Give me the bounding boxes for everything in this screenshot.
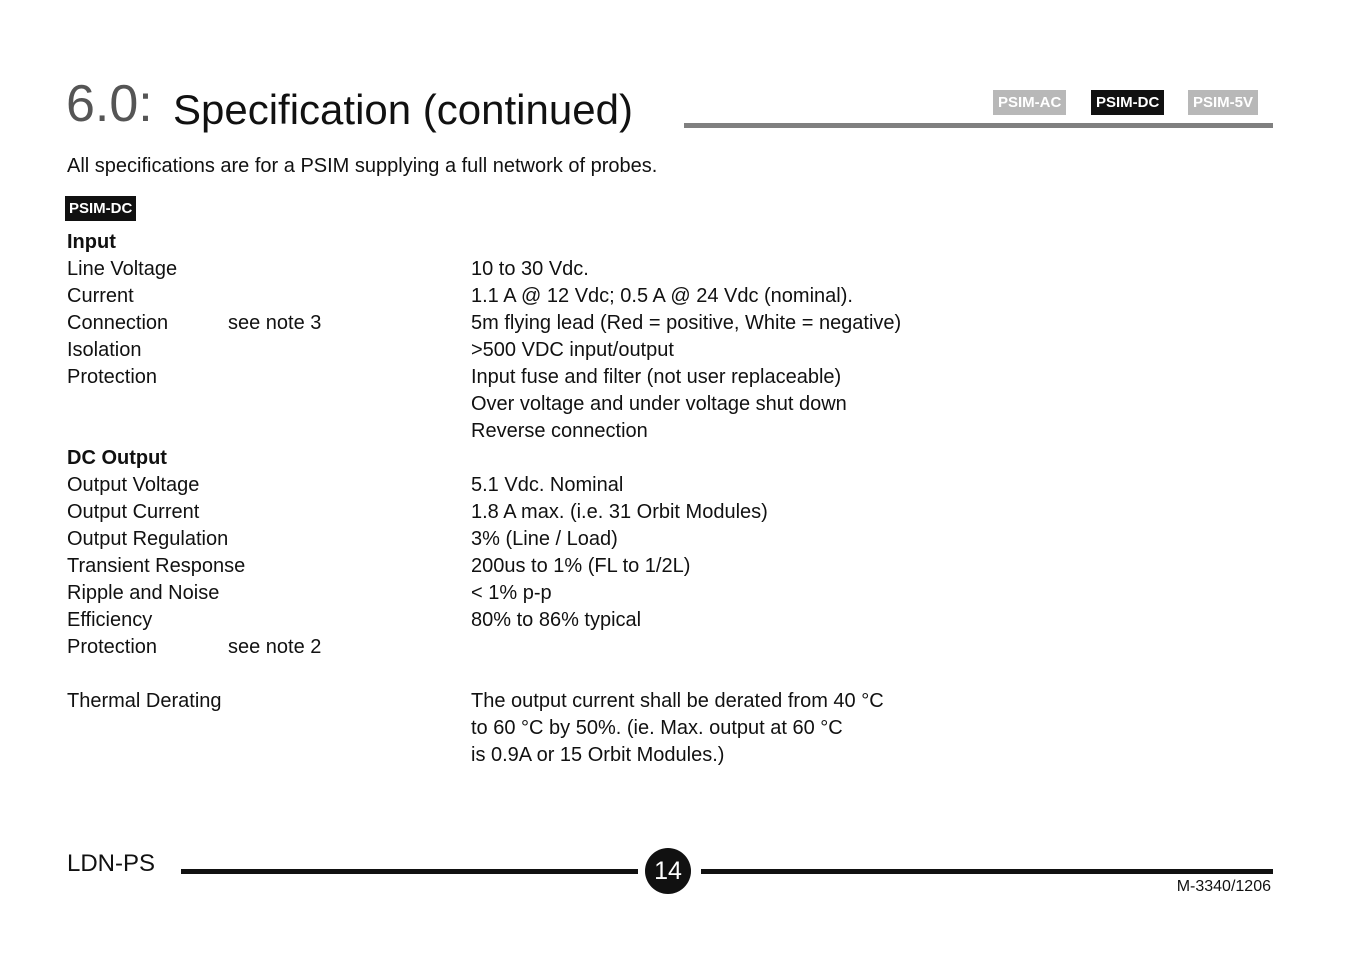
spec-value: 80% to 86% typical	[471, 609, 642, 631]
spec-row	[67, 715, 1067, 742]
spec-label: Current	[67, 285, 134, 307]
spec-row	[67, 607, 1067, 634]
spec-row	[67, 472, 1067, 499]
spacer	[67, 661, 1067, 688]
tab-psim-dc: PSIM-DC	[1091, 90, 1164, 115]
spec-label: Line Voltage	[67, 258, 178, 280]
spec-label: Transient Response	[67, 555, 246, 577]
spec-value: The output current shall be derated from 40 °C	[471, 690, 884, 712]
spec-row	[67, 391, 1067, 418]
spec-value: 3% (Line / Load)	[471, 528, 618, 550]
spec-label: Ripple and Noise	[67, 582, 220, 604]
page-header	[66, 74, 1274, 134]
spec-value: < 1% p-p	[471, 582, 552, 604]
document-number: M-3340/1206	[1176, 878, 1271, 895]
tab-psim-5v: PSIM-5V	[1188, 90, 1258, 115]
spec-value: Over voltage and under voltage shut down	[471, 393, 847, 415]
spec-label: Efficiency	[67, 609, 153, 631]
spec-row	[67, 310, 1067, 337]
spec-value: >500 VDC input/output	[471, 339, 674, 361]
spec-row	[67, 256, 1067, 283]
spec-value: 1.8 A max. (i.e. 31 Orbit Modules)	[471, 501, 768, 523]
spec-row	[67, 553, 1067, 580]
product-name: LDN-PS	[67, 850, 156, 877]
spec-label: Isolation	[67, 339, 142, 361]
title-underline	[684, 123, 1273, 128]
spec-label: Output Current	[67, 501, 200, 523]
spec-note: see note 2	[228, 636, 322, 658]
spec-value: 200us to 1% (FL to 1/2L)	[471, 555, 691, 577]
spec-label: Output Regulation	[67, 528, 229, 550]
spec-value: Input fuse and filter (not user replaceable)	[471, 366, 842, 388]
model-badge: PSIM-DC	[65, 196, 136, 221]
spec-value: 1.1 A @ 12 Vdc; 0.5 A @ 24 Vdc (nominal).	[471, 285, 853, 307]
spec-label: Connection	[67, 312, 169, 334]
spec-row	[67, 634, 1067, 661]
spec-row	[67, 364, 1067, 391]
spec-label: Thermal Derating	[67, 690, 222, 712]
spec-row	[67, 580, 1067, 607]
page-title: Specification (continued)	[173, 86, 633, 133]
output-heading: DC Output	[67, 447, 167, 469]
footer-rule-left	[181, 869, 638, 874]
spec-value: Reverse connection	[471, 420, 648, 442]
spec-row	[67, 499, 1067, 526]
spec-value: is 0.9A or 15 Orbit Modules.)	[471, 744, 725, 766]
spec-row	[67, 688, 1067, 715]
spec-value: to 60 °C by 50%. (ie. Max. output at 60 °C	[471, 717, 843, 739]
spec-row	[67, 283, 1067, 310]
page-number: 14	[645, 848, 691, 894]
spec-label: Protection	[67, 366, 158, 388]
intro-text: All specifications are for a PSIM supplying a full network of probes.	[67, 155, 658, 177]
spec-row	[67, 742, 1067, 769]
spec-label: Output Voltage	[67, 474, 200, 496]
spec-row	[67, 418, 1067, 445]
section-number: 6.0:	[66, 75, 153, 133]
spec-label: Protection	[67, 636, 158, 658]
spec-value: 5.1 Vdc. Nominal	[471, 474, 624, 496]
spec-value: 5m flying lead (Red = positive, White = negative)	[471, 312, 902, 334]
footer-rule-right	[701, 869, 1273, 874]
spec-row	[67, 526, 1067, 553]
spec-table	[67, 229, 1067, 769]
spec-note: see note 3	[228, 312, 322, 334]
input-heading: Input	[67, 231, 116, 253]
spec-row	[67, 337, 1067, 364]
tab-psim-ac: PSIM-AC	[993, 90, 1066, 115]
spec-value: 10 to 30 Vdc.	[471, 258, 589, 280]
